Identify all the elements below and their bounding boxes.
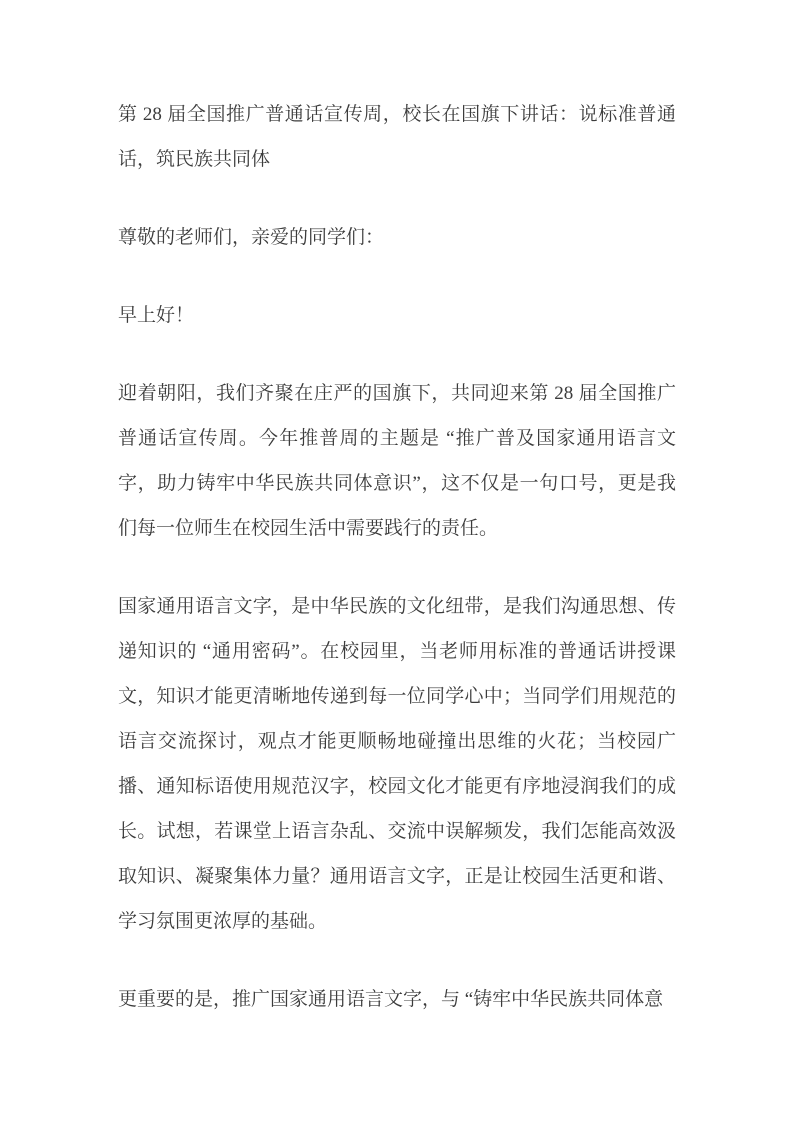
- paragraph-salutation: 尊敬的老师们，亲爱的同学们：: [118, 227, 385, 248]
- paragraph-body: 国家通用语言文字，是中华民族的文化纽带，是我们沟通思想、传递知识的 “通用密码”。在校园里，当老师用标准的普通话讲授课文，知识才能更清晰地传递到每一位同学心中；当同学们用规范的语言交流探讨，观点才能更顺畅地碰撞出思维的火花；当校园广播、通知标语使用规范汉字，校园文化才能更有序地浸润我们的成长。试想，若课堂上语言杂乱、交流中误解频发，我们怎能高效汲取知识、凝聚集体力量？通用语言文字，正是让校园生活更和谐、学习氛围更浓厚的基础。: [118, 596, 676, 932]
- document-title: 第 28 届全国推广普通话宣传周，校长在国旗下讲话：说标准普通话，筑民族共同体: [118, 104, 676, 170]
- paragraph-intro: 迎着朝阳，我们齐聚在庄严的国旗下，共同迎来第 28 届全国推广普通话宣传周。今年推普周的主题是 “推广普及国家通用语言文字，助力铸牢中华民族共同体意识”，这不仅是一句口号，更是我们每一位师生在校园生活中需要践行的责任。: [118, 383, 676, 539]
- paragraph-greeting: 早上好！: [118, 305, 195, 326]
- paragraph-closing-partial: 更重要的是，推广国家通用语言文字，与 “铸牢中华民族共同体意: [118, 989, 664, 1010]
